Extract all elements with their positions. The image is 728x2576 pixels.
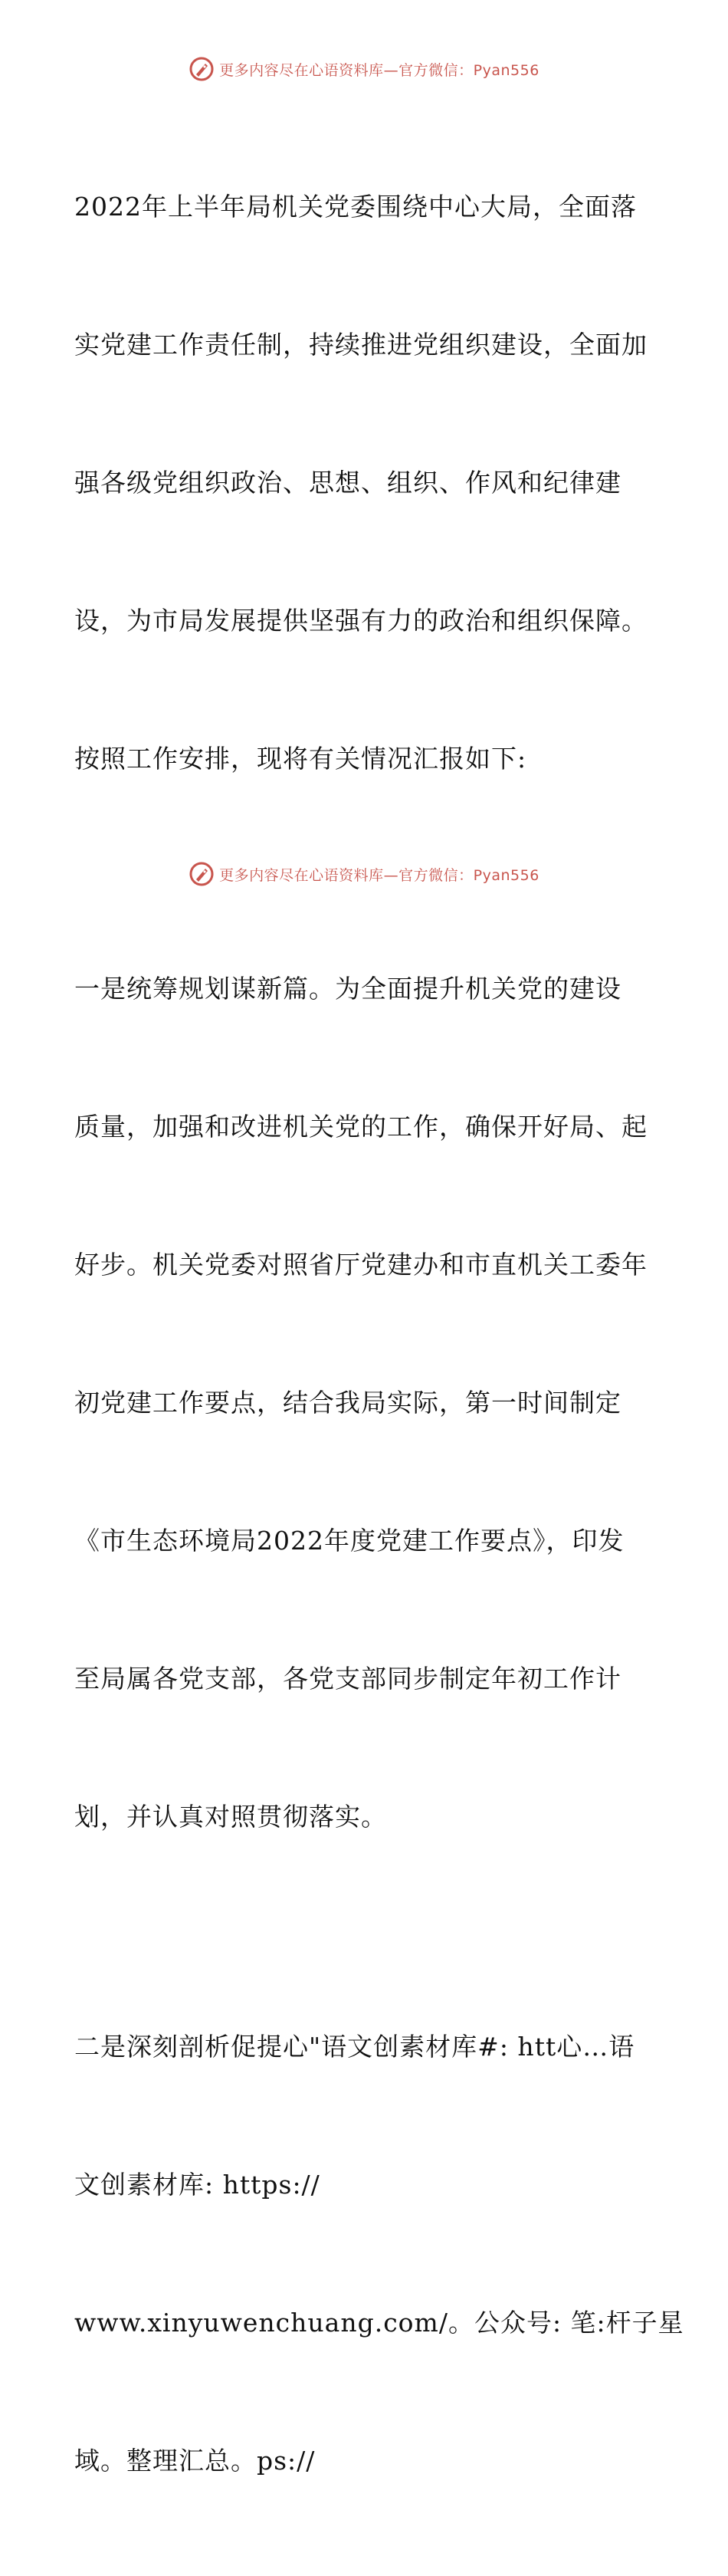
text-line: 一是统筹规划谋新篇。为全面提升机关党的建设 [74,974,621,1004]
text-line: 设，为市局发展提供坚强有力的政治和组织保障。 [74,606,648,636]
header-banner [0,54,728,84]
text-line: 强各级党组织政治、思想、组织、作风和纪律建 [74,468,621,498]
paragraph-intro [74,92,657,874]
text-line: 按照工作安排，现将有关情况汇报如下: [74,744,527,774]
text-line: 《市生态环境局2022年度党建工作要点》，印发 [74,1526,625,1556]
paragraph-second-point [74,1932,684,2576]
footer-banner [0,859,728,889]
text-line: 划，并认真对照贯彻落实。 [74,1802,387,1832]
pen-nib-logo-icon [189,56,215,82]
text-line: 质量，加强和改进机关党的工作，确保开好局、起 [74,1112,648,1142]
text-line: 二是深刻剖析促提心"语文创素材库#: htt心…语 [74,2032,635,2062]
text-line: 2022年上半年局机关党委围绕中心大局，全面落 [74,192,637,222]
text-line: www.xinyuwenchuang.com/。公众号: 笔:杆子星 [74,2308,684,2338]
text-line: 至局属各党支部，各党支部同步制定年初工作计 [74,1664,621,1694]
text-line: 初党建工作要点，结合我局实际，第一时间制定 [74,1388,621,1418]
footer-banner-text: 更多内容尽在心语资料库—官方微信：Pyan556 [219,866,539,884]
pen-nib-logo-icon [189,861,215,887]
text-line: 文创素材库: https:// [74,2170,320,2200]
document-body [74,92,684,2576]
text-line: 域。整理汇总。ps:// [74,2446,316,2476]
paragraph-first-point [74,874,657,1932]
header-banner-text: 更多内容尽在心语资料库—官方微信：Pyan556 [219,61,539,79]
text-line: 好步。机关党委对照省厅党建办和市直机关工委年 [74,1250,648,1280]
text-line: 实党建工作责任制，持续推进党组织建设，全面加 [74,330,648,360]
